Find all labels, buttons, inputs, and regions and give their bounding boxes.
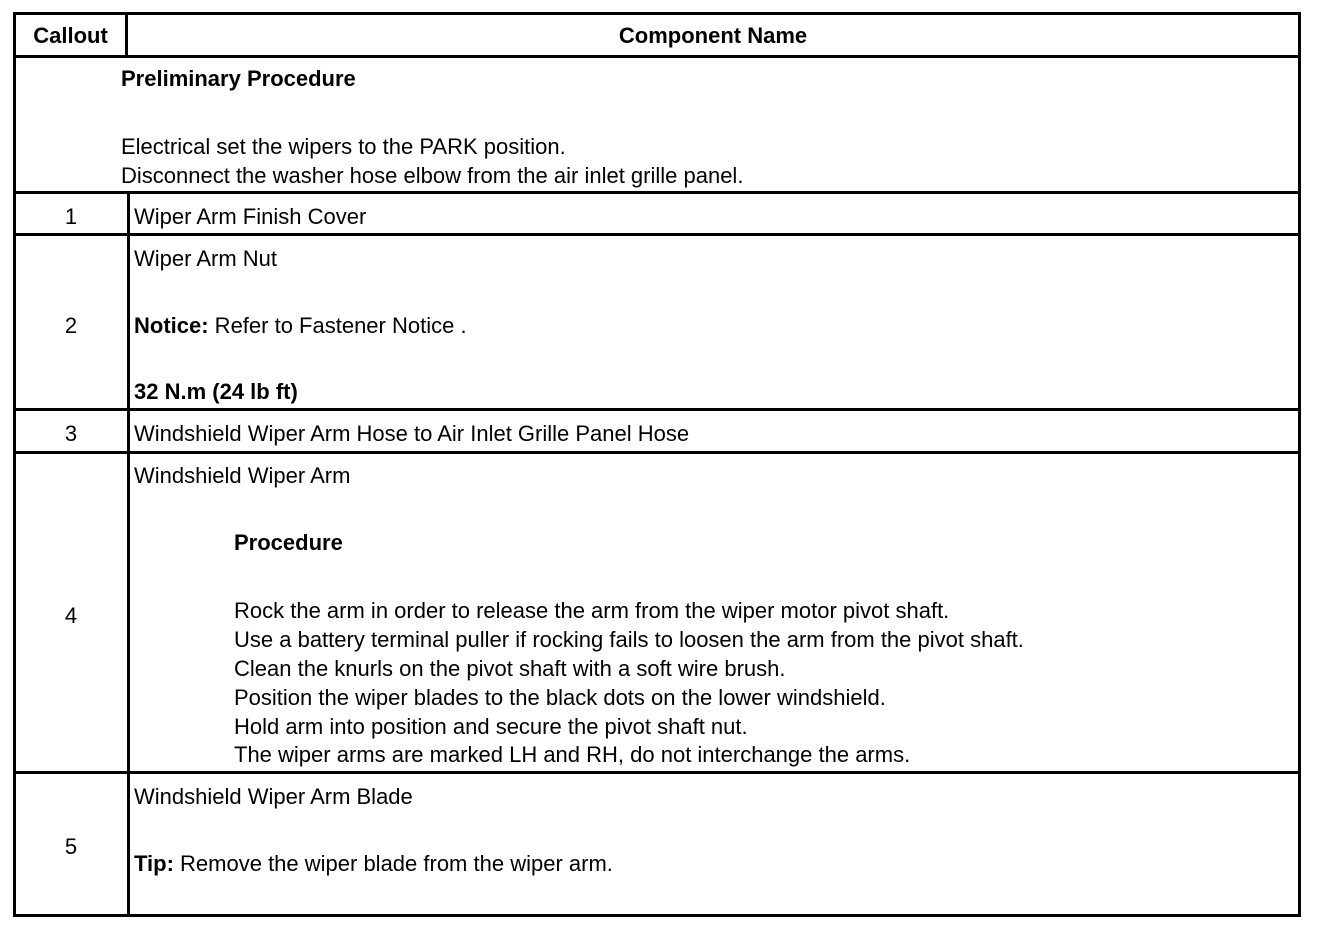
procedure-step: Position the wiper blades to the black dots on the lower windshield. xyxy=(234,685,886,710)
row-divider xyxy=(16,233,1298,236)
header-callout: Callout xyxy=(33,23,108,48)
procedure-step: Use a battery terminal puller if rocking fails to loosen the arm from the pivot shaft. xyxy=(234,627,1024,652)
procedure-step: Clean the knurls on the pivot shaft with a soft wire brush. xyxy=(234,656,786,681)
row-divider xyxy=(16,451,1298,454)
tip-text: Remove the wiper blade from the wiper arm. xyxy=(173,851,613,876)
procedure-title: Procedure xyxy=(234,530,343,555)
notice-text: Refer to Fastener Notice . xyxy=(208,313,467,338)
tip-line xyxy=(134,849,613,878)
row-divider xyxy=(16,55,1298,58)
component-name: Windshield Wiper Arm Hose to Air Inlet Grille Panel Hose xyxy=(134,421,690,446)
component-name: Windshield Wiper Arm Blade xyxy=(134,784,413,809)
callout-number: 1 xyxy=(64,204,78,229)
column-divider xyxy=(127,194,130,914)
notice-line xyxy=(134,311,467,340)
component-name: Wiper Arm Nut xyxy=(134,246,278,271)
preliminary-line: Disconnect the washer hose elbow from the air inlet grille panel. xyxy=(121,163,744,188)
notice-label: Notice: xyxy=(134,313,209,338)
row-divider xyxy=(16,408,1298,411)
callout-number: 3 xyxy=(64,421,78,446)
callout-number: 2 xyxy=(64,313,78,338)
callout-number: 5 xyxy=(64,834,78,859)
torque-spec: 32 N.m (24 lb ft) xyxy=(134,379,298,404)
preliminary-title: Preliminary Procedure xyxy=(121,66,356,91)
preliminary-line: Electrical set the wipers to the PARK position. xyxy=(121,134,566,159)
callout-number: 4 xyxy=(64,603,78,628)
component-name: Windshield Wiper Arm xyxy=(134,463,351,488)
component-table xyxy=(13,12,1301,917)
row-divider xyxy=(16,771,1298,774)
procedure-step: Hold arm into position and secure the pivot shaft nut. xyxy=(234,714,748,739)
procedure-step: Rock the arm in order to release the arm from the wiper motor pivot shaft. xyxy=(234,598,950,623)
procedure-step: The wiper arms are marked LH and RH, do not interchange the arms. xyxy=(234,742,911,767)
header-component-name: Component Name xyxy=(618,23,808,48)
row-divider xyxy=(16,191,1298,194)
tip-label: Tip: xyxy=(134,851,174,876)
component-name: Wiper Arm Finish Cover xyxy=(134,204,367,229)
